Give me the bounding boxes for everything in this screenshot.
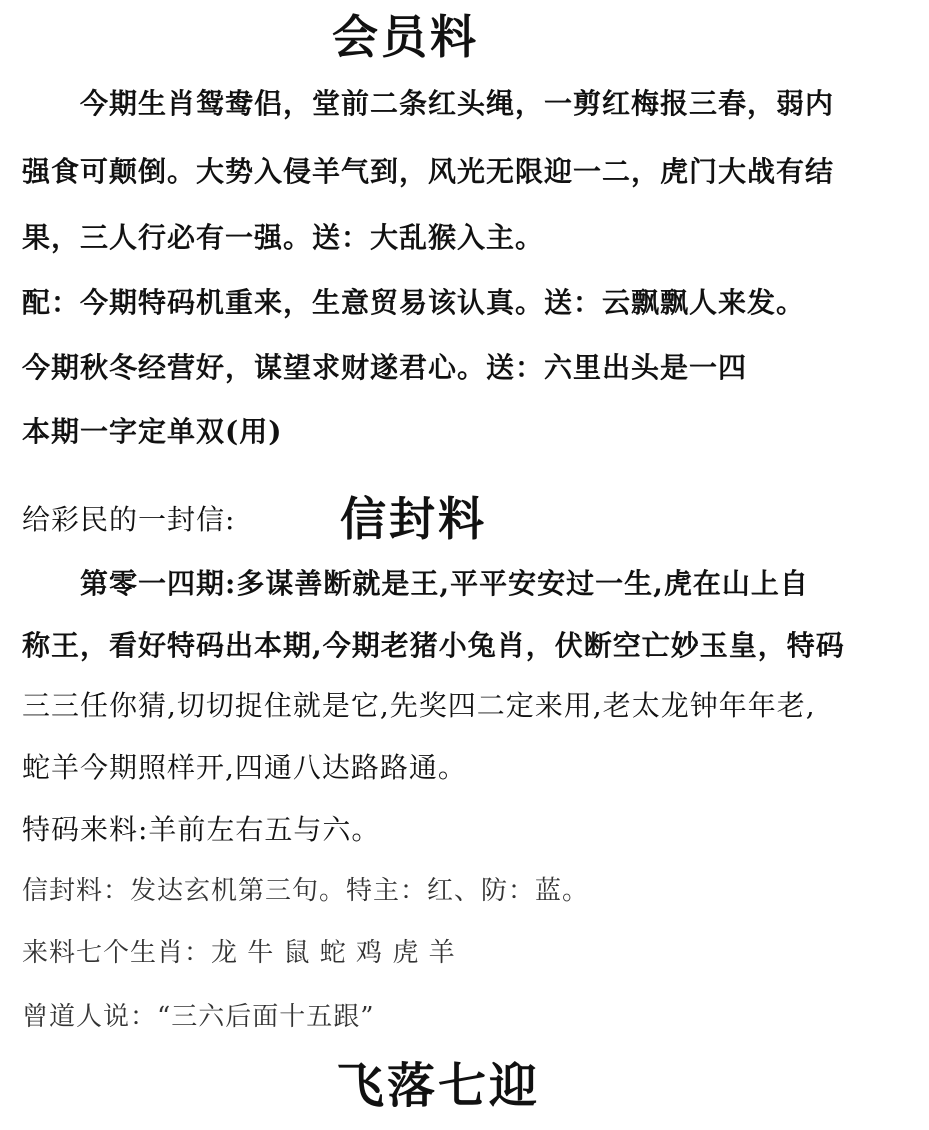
text-line: 今期生肖鸳鸯侣，堂前二条红头绳，一剪红梅报三春，弱内 (80, 87, 835, 120)
letter-intro-row (22, 492, 487, 546)
text-line: 曾道人说：“三六后面十五跟” (22, 1002, 375, 1032)
heading-fly-fall-seven: 飞落七迎 (336, 1058, 541, 1114)
text-line: 强食可颠倒。大势入侵羊气到，风光无限迎一二，虎门大战有结 (22, 155, 835, 188)
text-line: 来料七个生肖：龙 牛 鼠 蛇 鸡 虎 羊 (22, 938, 456, 968)
text-line: 第零一四期:多谋善断就是王,平平安安过一生,虎在山上自 (80, 567, 809, 600)
text-line: 果，三人行必有一强。送：大乱猴入主。 (22, 221, 545, 254)
text-line: 本期一字定单双(用) (22, 415, 283, 448)
text-line: 三三任你猜,切切捉住就是它,先奖四二定来用,老太龙钟年年老, (22, 689, 816, 722)
text-line: 今期秋冬经营好，谋望求财遂君心。送：六里出头是一四 (22, 351, 748, 384)
heading-member-material: 会员料 (332, 10, 479, 64)
text-line: 蛇羊今期照样开,四通八达路路通。 (22, 751, 467, 784)
text-line: 信封料：发达玄机第三句。特主：红、防：蓝。 (22, 876, 590, 906)
letter-intro-text: 给彩民的一封信: (22, 503, 236, 536)
text-line: 配：今期特码机重来，生意贸易该认真。送：云飘飘人来发。 (22, 286, 806, 319)
text-line: 称王，看好特码出本期,今期老猪小兔肖，伏断空亡妙玉皇，特码 (22, 629, 845, 662)
heading-envelope-material: 信封料 (340, 492, 487, 546)
text-line: 特码来料:羊前左右五与六。 (22, 813, 381, 846)
